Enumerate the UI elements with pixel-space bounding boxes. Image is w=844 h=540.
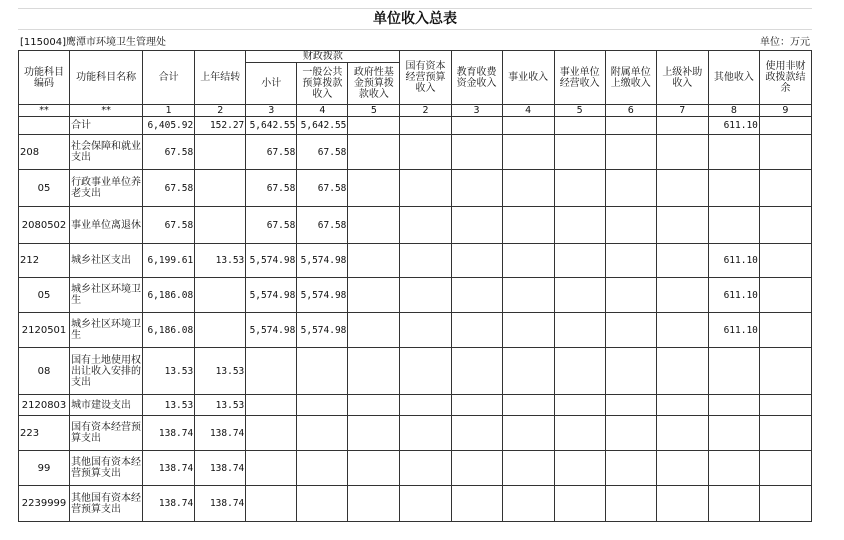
carryover-cell (195, 207, 246, 244)
total-cell: 67.58 (143, 207, 195, 244)
empty-cell (348, 451, 400, 486)
name-cell: 行政事业单位养老支出 (70, 170, 143, 207)
empty-cell (759, 244, 811, 278)
empty-cell (605, 313, 656, 348)
subtotal-cell: 67.58 (246, 170, 297, 207)
name-cell: 其他国有资本经营预算支出 (70, 451, 143, 486)
empty-cell (348, 395, 400, 416)
empty-cell (605, 486, 656, 522)
code-cell: 2239999 (19, 486, 70, 522)
empty-cell (554, 395, 605, 416)
header-edu-fee: 教育收费资金收入 (451, 51, 502, 105)
carryover-cell: 13.53 (195, 244, 246, 278)
index-cell: 3 (451, 105, 502, 117)
empty-cell (400, 416, 451, 451)
total-cell: 13.53 (143, 395, 195, 416)
code-cell: 08 (19, 348, 70, 395)
empty-cell (400, 451, 451, 486)
total-cell: 67.58 (143, 170, 195, 207)
code-cell: 212 (19, 244, 70, 278)
table-row (19, 451, 812, 486)
header-state-capital: 国有资本经营预算收入 (400, 51, 451, 105)
empty-cell (348, 348, 400, 395)
empty-cell (759, 135, 811, 170)
other-income-cell (708, 486, 759, 522)
report-meta (18, 29, 812, 50)
total-cell: 6,186.08 (143, 313, 195, 348)
table-row (19, 170, 812, 207)
subtotal-cell: 5,642.55 (246, 117, 297, 135)
empty-cell (656, 207, 708, 244)
index-cell: 5 (554, 105, 605, 117)
name-cell: 国有土地使用权出让收入安排的支出 (70, 348, 143, 395)
empty-cell (656, 395, 708, 416)
empty-cell (554, 278, 605, 313)
header-total: 合计 (143, 51, 195, 105)
table-row (19, 348, 812, 395)
empty-cell (656, 170, 708, 207)
empty-cell (502, 135, 554, 170)
code-cell: 05 (19, 278, 70, 313)
empty-cell (759, 416, 811, 451)
empty-cell (400, 486, 451, 522)
empty-cell (759, 117, 811, 135)
empty-cell (554, 244, 605, 278)
name-cell: 事业单位离退休 (70, 207, 143, 244)
header-subtotal: 小计 (246, 63, 297, 105)
subtotal-cell: 67.58 (246, 207, 297, 244)
empty-cell (451, 348, 502, 395)
empty-cell (605, 244, 656, 278)
empty-cell (605, 416, 656, 451)
empty-cell (502, 416, 554, 451)
index-cell: 5 (348, 105, 400, 117)
empty-cell (759, 278, 811, 313)
other-income-cell (708, 395, 759, 416)
code-cell: 208 (19, 135, 70, 170)
other-income-cell: 611.10 (708, 278, 759, 313)
empty-cell (348, 170, 400, 207)
empty-cell (502, 278, 554, 313)
header-row-1 (19, 51, 812, 63)
empty-cell (400, 278, 451, 313)
index-cell: 9 (759, 105, 811, 117)
empty-cell (348, 486, 400, 522)
general-budget-cell (297, 486, 348, 522)
table-row (19, 486, 812, 522)
empty-cell (451, 395, 502, 416)
general-budget-cell (297, 395, 348, 416)
table-row (19, 244, 812, 278)
empty-cell (502, 117, 554, 135)
empty-cell (451, 170, 502, 207)
empty-cell (554, 348, 605, 395)
table-row (19, 278, 812, 313)
empty-cell (605, 117, 656, 135)
table-row (19, 313, 812, 348)
header-carryover: 上年结转 (195, 51, 246, 105)
carryover-cell: 138.74 (195, 486, 246, 522)
code-cell: 05 (19, 170, 70, 207)
header-general-budget: 一般公共预算拨款收入 (297, 63, 348, 105)
empty-cell (656, 348, 708, 395)
empty-cell (400, 117, 451, 135)
other-income-cell (708, 135, 759, 170)
empty-cell (400, 207, 451, 244)
subtotal-cell: 67.58 (246, 135, 297, 170)
carryover-cell (195, 135, 246, 170)
total-cell: 13.53 (143, 348, 195, 395)
empty-cell (656, 486, 708, 522)
header-superior-subsidy: 上级补助收入 (656, 51, 708, 105)
name-cell: 合计 (70, 117, 143, 135)
index-cell: 2 (195, 105, 246, 117)
carryover-cell: 13.53 (195, 348, 246, 395)
empty-cell (451, 244, 502, 278)
other-income-cell: 611.10 (708, 244, 759, 278)
total-cell: 6,405.92 (143, 117, 195, 135)
empty-cell (502, 313, 554, 348)
other-income-cell (708, 416, 759, 451)
index-row (19, 105, 812, 117)
empty-cell (605, 278, 656, 313)
name-cell: 城乡社区环境卫生 (70, 313, 143, 348)
empty-cell (348, 244, 400, 278)
subtotal-cell (246, 348, 297, 395)
empty-cell (348, 416, 400, 451)
income-table (18, 50, 812, 522)
index-cell: ** (19, 105, 70, 117)
table-row (19, 117, 812, 135)
empty-cell (554, 416, 605, 451)
empty-cell (348, 117, 400, 135)
carryover-cell (195, 170, 246, 207)
carryover-cell (195, 313, 246, 348)
table-row (19, 207, 812, 244)
empty-cell (656, 451, 708, 486)
header-code: 功能科目编码 (19, 51, 70, 105)
empty-cell (656, 135, 708, 170)
empty-cell (348, 207, 400, 244)
empty-cell (502, 207, 554, 244)
general-budget-cell (297, 348, 348, 395)
empty-cell (451, 207, 502, 244)
empty-cell (502, 170, 554, 207)
header-non-fiscal: 使用非财政拨款结余 (759, 51, 811, 105)
header-subsidiary: 附属单位上缴收入 (605, 51, 656, 105)
empty-cell (502, 348, 554, 395)
subtotal-cell (246, 486, 297, 522)
empty-cell (502, 451, 554, 486)
empty-cell (348, 278, 400, 313)
code-cell: 99 (19, 451, 70, 486)
table-row (19, 416, 812, 451)
header-business-income: 事业收入 (502, 51, 554, 105)
code-cell: 2080502 (19, 207, 70, 244)
empty-cell (656, 416, 708, 451)
unit-label: 单位：万元 (760, 36, 810, 48)
name-cell: 城乡社区环境卫生 (70, 278, 143, 313)
name-cell: 城市建设支出 (70, 395, 143, 416)
empty-cell (605, 170, 656, 207)
empty-cell (451, 278, 502, 313)
empty-cell (605, 348, 656, 395)
empty-cell (656, 244, 708, 278)
empty-cell (605, 395, 656, 416)
index-cell: 7 (656, 105, 708, 117)
name-cell: 其他国有资本经营预算支出 (70, 486, 143, 522)
empty-cell (759, 348, 811, 395)
empty-cell (554, 117, 605, 135)
empty-cell (759, 486, 811, 522)
other-income-cell: 611.10 (708, 313, 759, 348)
empty-cell (554, 135, 605, 170)
subtotal-cell: 5,574.98 (246, 313, 297, 348)
total-cell: 138.74 (143, 451, 195, 486)
other-income-cell (708, 451, 759, 486)
general-budget-cell: 5,574.98 (297, 244, 348, 278)
carryover-cell: 13.53 (195, 395, 246, 416)
header-other-income: 其他收入 (708, 51, 759, 105)
empty-cell (451, 416, 502, 451)
table-row (19, 135, 812, 170)
total-cell: 6,186.08 (143, 278, 195, 313)
total-cell: 67.58 (143, 135, 195, 170)
empty-cell (656, 313, 708, 348)
carryover-cell: 138.74 (195, 451, 246, 486)
empty-cell (451, 451, 502, 486)
code-cell: 223 (19, 416, 70, 451)
total-cell: 6,199.61 (143, 244, 195, 278)
code-cell (19, 117, 70, 135)
empty-cell (554, 451, 605, 486)
general-budget-cell: 67.58 (297, 135, 348, 170)
other-income-cell (708, 170, 759, 207)
empty-cell (400, 313, 451, 348)
report-title: 单位收入总表 (18, 8, 812, 29)
general-budget-cell: 5,574.98 (297, 278, 348, 313)
empty-cell (656, 117, 708, 135)
subtotal-cell (246, 395, 297, 416)
empty-cell (451, 117, 502, 135)
code-cell: 2120501 (19, 313, 70, 348)
header-gov-fund: 政府性基金预算拨款收入 (348, 63, 400, 105)
empty-cell (605, 135, 656, 170)
header-fiscal-group: 财政拨款 (246, 51, 400, 63)
empty-cell (554, 486, 605, 522)
general-budget-cell: 67.58 (297, 170, 348, 207)
general-budget-cell (297, 451, 348, 486)
carryover-cell: 138.74 (195, 416, 246, 451)
empty-cell (554, 207, 605, 244)
empty-cell (400, 135, 451, 170)
empty-cell (502, 395, 554, 416)
empty-cell (451, 486, 502, 522)
empty-cell (605, 451, 656, 486)
total-cell: 138.74 (143, 486, 195, 522)
report-sheet (18, 8, 812, 522)
empty-cell (759, 313, 811, 348)
empty-cell (502, 244, 554, 278)
header-name: 功能科目名称 (70, 51, 143, 105)
general-budget-cell: 5,642.55 (297, 117, 348, 135)
empty-cell (400, 244, 451, 278)
carryover-cell: 152.27 (195, 117, 246, 135)
empty-cell (400, 170, 451, 207)
index-cell: 1 (143, 105, 195, 117)
index-cell: 6 (605, 105, 656, 117)
header-operating-income: 事业单位经营收入 (554, 51, 605, 105)
empty-cell (348, 313, 400, 348)
empty-cell (451, 135, 502, 170)
subtotal-cell: 5,574.98 (246, 244, 297, 278)
name-cell: 社会保障和就业支出 (70, 135, 143, 170)
empty-cell (554, 170, 605, 207)
index-cell: 4 (297, 105, 348, 117)
general-budget-cell: 5,574.98 (297, 313, 348, 348)
empty-cell (759, 170, 811, 207)
empty-cell (400, 395, 451, 416)
subtotal-cell (246, 416, 297, 451)
table-body (19, 117, 812, 522)
empty-cell (348, 135, 400, 170)
empty-cell (502, 486, 554, 522)
other-income-cell (708, 348, 759, 395)
other-income-cell (708, 207, 759, 244)
index-cell: 4 (502, 105, 554, 117)
empty-cell (759, 207, 811, 244)
general-budget-cell (297, 416, 348, 451)
empty-cell (605, 207, 656, 244)
total-cell: 138.74 (143, 416, 195, 451)
empty-cell (451, 313, 502, 348)
index-cell: 3 (246, 105, 297, 117)
org-label: [115004]鹰潭市环境卫生管理处 (20, 36, 166, 48)
empty-cell (759, 451, 811, 486)
name-cell: 国有资本经营预算支出 (70, 416, 143, 451)
empty-cell (656, 278, 708, 313)
subtotal-cell: 5,574.98 (246, 278, 297, 313)
index-cell: ** (70, 105, 143, 117)
subtotal-cell (246, 451, 297, 486)
table-row (19, 395, 812, 416)
index-cell: 2 (400, 105, 451, 117)
empty-cell (400, 348, 451, 395)
general-budget-cell: 67.58 (297, 207, 348, 244)
empty-cell (554, 313, 605, 348)
code-cell: 2120803 (19, 395, 70, 416)
empty-cell (759, 395, 811, 416)
index-cell: 8 (708, 105, 759, 117)
carryover-cell (195, 278, 246, 313)
name-cell: 城乡社区支出 (70, 244, 143, 278)
other-income-cell: 611.10 (708, 117, 759, 135)
